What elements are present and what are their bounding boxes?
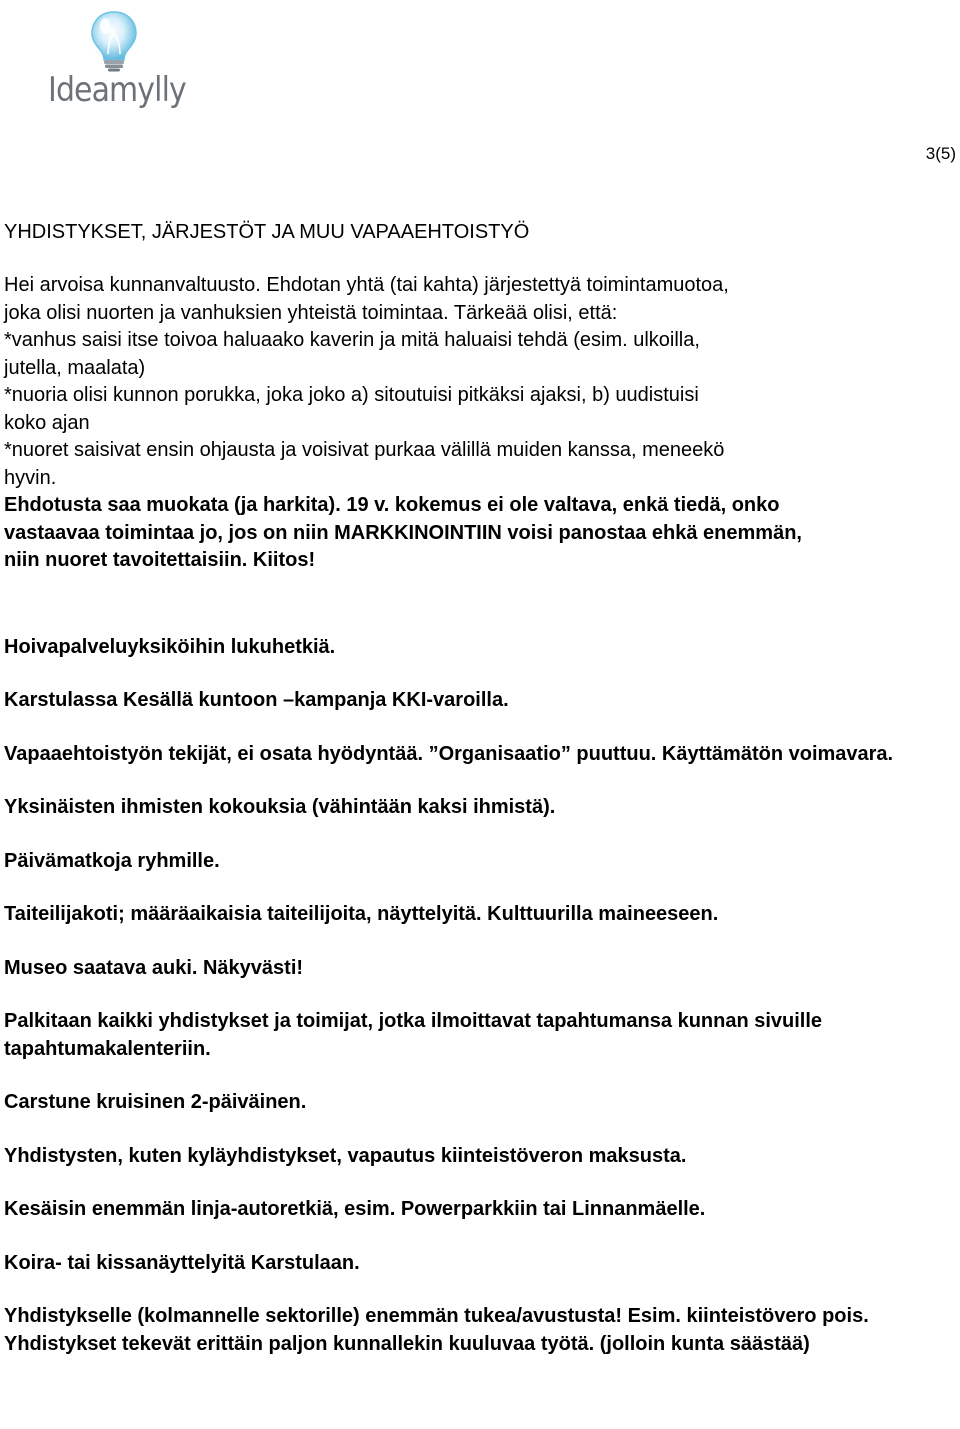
list-item: Taiteilijakoti; määräaikaisia taiteilijoita, näyttelyitä. Kulttuurilla maineeseen. bbox=[4, 903, 719, 925]
document-body bbox=[4, 219, 956, 1384]
list-item: Vapaaehtoistyön tekijät, ei osata hyödyntää. ”Organisaatio” puuttuu. Käyttämätön voimavara. bbox=[4, 742, 894, 765]
intro-line: jutella, maalata) bbox=[4, 356, 146, 379]
list-item: Hoivapalveluyksiköihin lukuhetkiä. bbox=[4, 635, 336, 658]
intro-line: joka olisi nuorten ja vanhuksien yhteistä toimintaa. Tärkeää olisi, että: bbox=[4, 301, 618, 324]
list-item: Yhdistysten, kuten kyläyhdistykset, vapautus kiinteistöveron maksusta. bbox=[4, 1144, 687, 1167]
list-item: Carstune kruisinen 2-päiväinen. bbox=[4, 1091, 307, 1113]
list-item: Koira- tai kissanäyttelyitä Karstulaan. bbox=[4, 1251, 360, 1274]
intro-bold-line: niin nuoret tavoitettaisiin. Kiitos! bbox=[4, 549, 316, 571]
list-item: Karstulassa Kesällä kuntoon –kampanja KKI-varoilla. bbox=[4, 689, 509, 711]
intro-bold-line: vastaavaa toimintaa jo, jos on niin MARKKINOINTIIN voisi panostaa ehkä enemmän, bbox=[4, 521, 802, 544]
list-item: Palkitaan kaikki yhdistykset ja toimijat, jotka ilmoittavat tapahtumansa kunnan sivuille tapahtumakalenteriin. bbox=[4, 1010, 823, 1060]
intro-line: *vanhus saisi itse toivoa haluaako kaverin ja mitä haluaisi tehdä (esim. ulkoilla, bbox=[4, 329, 700, 351]
intro-line: Hei arvoisa kunnanvaltuusto. Ehdotan yhtä (tai kahta) järjestettyä toimintamuotoa, bbox=[4, 274, 729, 296]
list-item: Yhdistykselle (kolmannelle sektorille) enemmän tukea/avustusta! Esim. kiinteistövero pois. Yhdistykset tekevät erittäin paljon kunnallekin kuuluvaa työtä. (jolloin kunta säästää) bbox=[4, 1305, 869, 1355]
list-item: Kesäisin enemmän linja-autoretkiä, esim. Powerparkkiin tai Linnanmäelle. bbox=[4, 1198, 706, 1220]
ideamylly-logo bbox=[46, 6, 186, 110]
intro-bold-line: Ehdotusta saa muokata (ja harkita). 19 v. kokemus ei ole valtava, enkä tiedä, onko bbox=[4, 494, 780, 516]
intro-line: *nuoret saisivat ensin ohjausta ja voisivat purkaa välillä muiden kanssa, meneekö bbox=[4, 439, 725, 461]
lightbulb-icon bbox=[46, 6, 186, 72]
list-item: Museo saatava auki. Näkyvästi! bbox=[4, 956, 304, 979]
intro-paragraph bbox=[4, 272, 956, 575]
section-title: YHDISTYKSET, JÄRJESTÖT JA MUU VAPAAEHTOISTYÖ bbox=[4, 221, 530, 243]
intro-line: koko ajan bbox=[4, 411, 90, 434]
suggestion-list bbox=[4, 634, 956, 1359]
logo-text: Ideamylly bbox=[48, 70, 186, 110]
intro-line: *nuoria olisi kunnon porukka, joka joko a) sitoutuisi pitkäksi ajaksi, b) uudistuisi bbox=[4, 384, 699, 406]
list-item: Päivämatkoja ryhmille. bbox=[4, 849, 220, 872]
list-item: Yksinäisten ihmisten kokouksia (vähintään kaksi ihmistä). bbox=[4, 796, 556, 818]
page-number: 3(5) bbox=[925, 144, 956, 163]
intro-line: hyvin. bbox=[4, 466, 57, 489]
